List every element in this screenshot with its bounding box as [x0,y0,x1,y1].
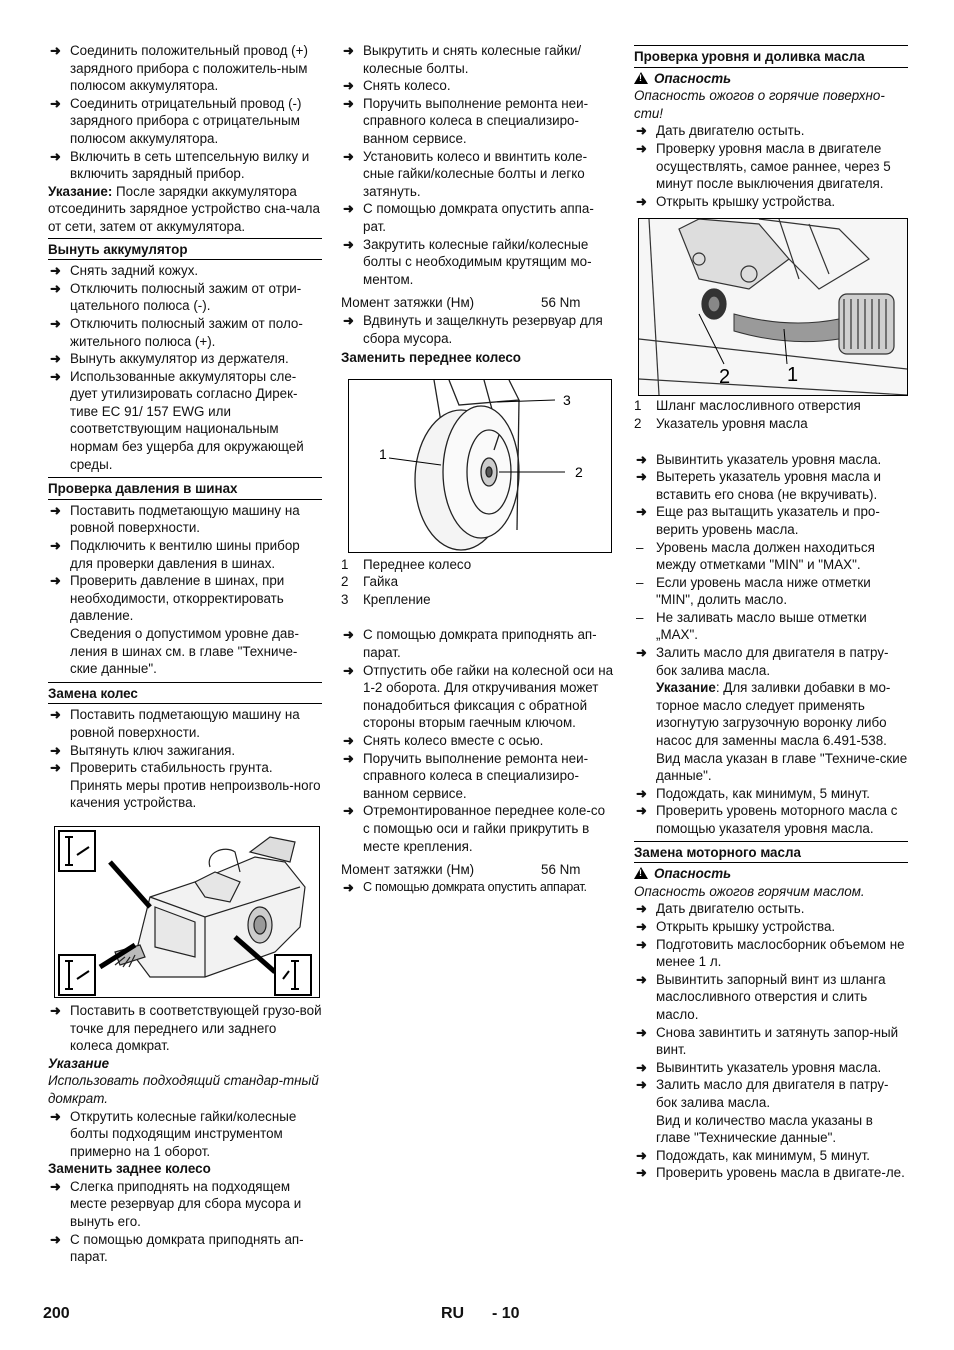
list-item: ➜ Поручить выполнение ремонта неи-справного колеса в специализиро-ванном сервисе. [341,95,615,148]
torque-label: Момент затяжки (Нм) [341,862,475,878]
list-item: ➜ Снять колесо вместе с осью. [341,732,615,750]
list-item: ➜ Включить в сеть штепсельную вилку и включить зарядный прибор. [48,148,322,183]
list-item: ➜ Проверить давление в шинах, при необходимости, откорректировать давление. [48,572,322,625]
list-item: ➜ Залить масло для двигателя в патру-бок залива масла. [634,644,908,679]
language-code: RU [441,1305,465,1322]
engine-figure [638,218,908,396]
section-page: - 10 [492,1305,520,1322]
section-heading: Заменить переднее колесо [341,350,521,366]
column-3 [634,42,908,1182]
list-item: ➜ Отключить полюсный зажим от поло-жительного полюса (+). [48,315,322,350]
list-item: ➜ Дать двигателю остыть. [634,900,908,918]
front-wheel-figure [348,379,612,553]
list-item: ➜ Поставить подметающую машину на ровной поверхности. [48,502,322,537]
column-2 [341,42,615,896]
list-item: ➜ Соединить отрицательный провод (-) зарядного прибора с отрицательным полюсом аккумулятора. [48,95,322,148]
section-heading: Проверка уровня и доливка масла [634,45,908,68]
list-item: ➜ Залить масло для двигателя в патру-бок залива масла. [634,1076,908,1111]
section-heading: Проверка давления в шинах [48,477,322,500]
list-item: ➜ С помощью домкрата опустить аппарат. [341,879,615,897]
callout-1: 1 [787,364,799,387]
callout-3: 3 [563,391,571,408]
list-item: ➜ Использованные аккумуляторы сле-дует утилизировать согласно Дирек-тиве ЕС 91/ 157 EWG или соответствующим национальным нормам без ущерба для окружающей среды. [48,368,322,474]
note-label: Указание [656,680,716,696]
list-item: ➜ Поручить выполнение ремонта неи-справного колеса в специализиро-ванном сервисе. [341,750,615,803]
list-item: ➜ Отпустить обе гайки на колесной оси на 1-2 оборота. Для откручивания может понадобиться фиксация с обратной стороны вторым гаечным ключом. [341,662,615,732]
list-item: ➜ С помощью домкрата приподнять ап-парат. [48,1231,322,1266]
list-item: ➜ Закрутить колесные гайки/колесные болты с необходимым крутящим мо-ментом. [341,236,615,289]
note-text: : Для заливки добавки в мо-торное масло следует применять изогнутую загрузочную воронку либо насос для заменны масла 6.491-538. [656,680,891,749]
list-item: ➜ Поставить подметающую машину на ровной поверхности. [48,706,322,741]
list-item: ➜ Вдвинуть и защелкнуть резервуар для сбора мусора. [341,312,615,347]
list-item: ➜ Подключить к вентилю шины прибор для проверки давления в шинах. [48,537,322,572]
engine-illustration [639,219,907,395]
list-item: ➜ Проверить уровень моторного масла с помощью указателя уровня масла. [634,802,908,837]
list-item: ➜ С помощью домкрата опустить аппа-рат. [341,200,615,235]
danger-heading: !Опасность [634,865,908,883]
note [48,183,322,236]
section-heading: Заменить заднее колесо [48,1161,211,1177]
list-item: ➜ Проверить уровень масла в двигате-ле. [634,1164,908,1182]
list-item: ➜ Подготовить маслосборник объемом не менее 1 л. [634,936,908,971]
list-item: ➜ Выкрутить и снять колесные гайки/ колесные болты. [341,42,615,77]
legend-item: 2 Указатель уровня масла [634,415,808,431]
page-number: 200 [43,1305,70,1322]
jack-point-icon [59,955,95,995]
section-heading: Вынуть аккумулятор [48,238,322,261]
list-item: ➜ Установить колесо и ввинтить коле-сные гайки/колесные болты и легко затянуть. [341,148,615,201]
list-item: ➜ Открыть крышку устройства. [634,918,908,936]
list-item: ➜ Подождать, как минимум, 5 минут. [634,785,908,803]
list-item: ➜ Проверку уровня масла в двигателе осуществлять, самое раннее, через 5 минут после выключения двигателя. [634,140,908,193]
section-heading: Замена колес [48,682,322,705]
sweeper-figure [54,826,320,998]
list-item: ➜ Вывинтить указатель уровня масла. [634,1059,908,1077]
front-wheel-illustration [349,380,611,552]
legend-item: 1 Шланг маслосливного отверстия [634,398,861,414]
info-text: Сведения о допустимом уровне дав-ления в шинах см. в главе "Техниче-ские данные". [70,626,299,677]
danger-text: Опасность ожогов горячим маслом. [634,883,865,899]
dash-item: – Если уровень масла ниже отметки "MIN", долить масло. [634,574,908,609]
list-item: ➜ Соединить положительный провод (+) зарядного прибора с положитель-ным полюсом аккумулятора. [48,42,322,95]
warning-icon [634,867,648,879]
list-item: ➜ Еще раз вытащить указатель и про-верить уровень масла. [634,503,908,538]
note-text: После зарядки аккумулятора отсоединить зарядное устройство сна-чала от сети, затем от аккумулятора. [48,183,320,234]
torque-value: 56 Nm [541,862,581,878]
legend-item: 1 Переднее колесо [341,556,472,572]
list-item: ➜ Открыть крышку устройства. [634,193,908,211]
torque-value: 56 Nm [541,295,581,311]
warning-icon [634,72,648,84]
torque-label: Момент затяжки (Нм) [341,295,475,311]
callout-1: 1 [379,445,387,462]
list-item: ➜ Открутить колесные гайки/колесные болты подходящим инструментом примерно на 1 оборот. [48,1108,322,1161]
list-item: ➜ Дать двигателю остыть. [634,122,908,140]
info-text: Вид и количество масла указаны в главе "Технические данные". [656,1112,873,1146]
note-label: Указание: [48,183,113,199]
list-item: ➜ Проверить стабильность грунта. Принять меры против непроизволь-ного качения устройства. [48,759,322,812]
info-text: Вид масла указан в главе "Техниче-ские данные". [656,750,908,784]
note [634,679,908,749]
callout-2: 2 [575,463,583,480]
list-item: ➜ Отключить полюсный зажим от отри-цательного полюса (-). [48,280,322,315]
torque-row [341,294,615,312]
list-item: ➜ Снять задний кожух. [48,262,322,280]
list-item: ➜ Поставить в соответствующей грузо-вой точке для переднего или заднего колеса домкрат. [48,1002,322,1055]
list-item: ➜ Подождать, как минимум, 5 минут. [634,1147,908,1165]
jack-point-icon [59,831,95,871]
legend-item: 3 Крепление [341,591,431,607]
list-item: ➜ Снова завинтить и затянуть запор-ный винт. [634,1024,908,1059]
list-item: ➜ Вытянуть ключ зажигания. [48,742,322,760]
note-text: Использовать подходящий стандар-тный домкрат. [48,1073,319,1106]
list-item: ➜ Отремонтированное переднее коле-со с помощью оси и гайки прикрутить в месте крепления. [341,802,615,855]
list-item: ➜ Слегка приподнять на подходящем месте резервуар для сбора мусора и вынуть его. [48,1178,322,1231]
list-item: ➜ С помощью домкрата приподнять ап-парат. [341,626,615,661]
torque-row [341,861,615,879]
callout-2: 2 [719,366,731,389]
dash-item: – Не заливать масло выше отметки „MAX". [634,609,908,644]
legend-item: 2 Гайка [341,574,399,590]
sweeper-illustration [55,827,319,997]
list-item: ➜ Вывинтить указатель уровня масла. [634,451,908,469]
dash-item: – Уровень масла должен находиться между отметками "MIN" и "MAX". [634,539,908,574]
danger-text: Опасность ожогов о горячие поверхно-сти! [634,88,885,121]
list-item: ➜ Вынуть аккумулятор из держателя. [48,350,322,368]
list-item: ➜ Вытереть указатель уровня масла и вставить его снова (не вкручивать). [634,468,908,503]
list-item: ➜ Снять колесо. [341,77,615,95]
column-1 [48,42,322,1266]
note-heading: Указание [48,1055,110,1071]
list-item: ➜ Вывинтить запорный винт из шланга маслосливного отверстия и слить масло. [634,971,908,1024]
danger-heading: !Опасность [634,70,908,88]
section-heading: Замена моторного масла [634,841,908,864]
